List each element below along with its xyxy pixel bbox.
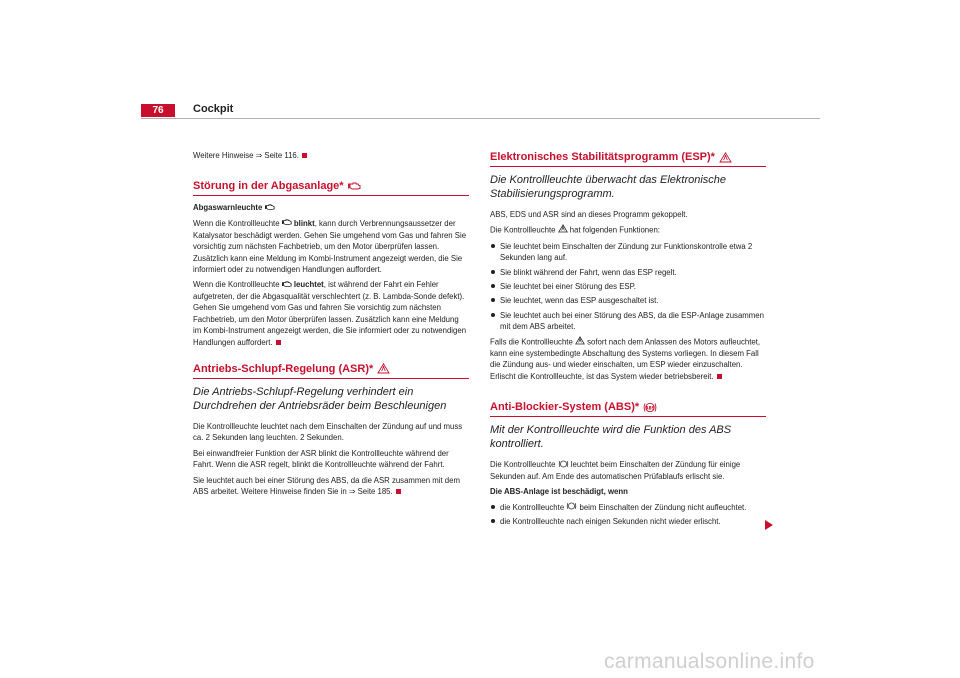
list-item: Sie leuchtet bei einer Störung des ESP. bbox=[490, 281, 766, 292]
list-item: Sie leuchtet auch bei einer Störung des ABS, da die ESP-Anlage zusammen mit dem ABS arbeitet. bbox=[490, 310, 766, 333]
header-rule bbox=[141, 118, 820, 119]
list-item: Sie leuchtet, wenn das ESP ausgeschaltet ist. bbox=[490, 295, 766, 306]
intro-paragraph: Weitere Hinweise ⇒ Seite 116. bbox=[193, 150, 469, 161]
esp-paragraph-3: Falls die Kontrollleuchte sofort nach dem Anlassen des Motors aufleuchtet, kann eine systembedingte Abschaltung des Systems vorliegen. In diesem Fall die Zündung aus- und wieder einschalten, um ESP wieder einzuschalten. Erlischt die Kontrollleuchte, ist das System wieder betriebsbereit. bbox=[490, 336, 761, 381]
esp-paragraph-2: Die Kontrollleuchte hat folgenden Funktionen: bbox=[490, 224, 766, 236]
list-item: die Kontrollleuchte beim Einschalten der Zündung nicht aufleuchtet. bbox=[490, 502, 766, 514]
traction-control-icon bbox=[377, 363, 390, 374]
right-column bbox=[490, 150, 766, 531]
engine-warning-icon bbox=[265, 203, 275, 214]
stability-control-icon bbox=[558, 224, 568, 236]
esp-subtitle: Die Kontrollleuchte überwacht das Elektronische Stabilisierungsprogramm. bbox=[490, 174, 727, 200]
esp-paragraph-1: ABS, EDS und ASR sind an dieses Programm gekoppelt. bbox=[490, 210, 688, 219]
list-item: Sie blinkt während der Fahrt, wenn das ESP regelt. bbox=[490, 267, 766, 278]
abs-warning-icon bbox=[643, 402, 657, 413]
engine-warning-icon bbox=[282, 218, 292, 229]
section-rule bbox=[490, 416, 766, 417]
stability-control-icon bbox=[719, 152, 732, 163]
list-item: die Kontrollleuchte nach einigen Sekunden nicht wieder erlischt. bbox=[490, 516, 766, 527]
exhaust-paragraph-2: Wenn die Kontrollleuchte leuchtet, ist während der Fahrt ein Fehler aufgetreten, der die Abgasqualität verschlechtert (z. B. Lambda-Sonde defekt). Gehen Sie umgehend vom Gas und fahren Sie vorsichtig zum nächsten Fachbetrieb, um den Motor überprüfen lassen. Zusätzlich kann eine Meldung im Kombi-Instrument angezeigt werden, die Sie informiert oder zu notwendigen Handlungen auffordert. bbox=[193, 280, 467, 347]
abs-label: Die ABS-Anlage ist beschädigt, wenn bbox=[490, 487, 628, 497]
exhaust-paragraph-1: Wenn die Kontrollleuchte blinkt, kann durch Verbrennungsaussetzer der Katalysator beschädigt werden. Gehen Sie umgehend vom Gas und fahren Sie vorsichtig zum nächsten Fachbetrieb, um den Motor überprüfen lassen. Zusätzlich kann eine Meldung im Kombi-Instrument angezeigt werden, die Sie informiert oder zu notwendigen Handlungen auffordert. bbox=[193, 219, 467, 274]
end-mark bbox=[396, 489, 401, 494]
section-title-exhaust: Störung in der Abgasanlage* bbox=[193, 179, 469, 193]
stability-control-icon bbox=[575, 336, 585, 348]
esp-bullet-list bbox=[490, 241, 766, 333]
section-title-asr: Antriebs-Schlupf-Regelung (ASR)* bbox=[193, 362, 469, 376]
engine-warning-icon bbox=[282, 280, 292, 291]
section-title-abs: Anti-Blockier-System (ABS)* ABS bbox=[490, 400, 766, 414]
svg-text:ABS: ABS bbox=[645, 405, 655, 411]
asr-paragraph-1: Die Kontrollleuchte leuchtet nach dem Einschalten der Zündung auf und muss ca. 2 Sekunden lang leuchten. 2 Sekunden. bbox=[193, 421, 463, 443]
section-title-esp: Elektronisches Stabilitätsprogramm (ESP)* bbox=[490, 150, 766, 164]
page-number: 76 bbox=[141, 104, 175, 117]
section-rule bbox=[193, 378, 469, 379]
left-column bbox=[193, 150, 469, 501]
engine-warning-icon bbox=[348, 182, 361, 191]
running-head: Cockpit bbox=[193, 103, 234, 115]
continue-arrow-icon bbox=[765, 520, 773, 530]
asr-paragraph-2: Bei einwandfreier Funktion der ASR blinkt die Kontrollleuchte während der Fahrt. Wenn die ASR regelt, blinkt die Kontrollleuchte während der Fahrt. bbox=[193, 448, 449, 470]
section-rule bbox=[193, 195, 469, 196]
asr-paragraph-3: Sie leuchtet auch bei einer Störung des ABS, da die ASR zusammen mit dem ABS arbeitet. Weitere Hinweise finden Sie in ⇒ Seite 185. bbox=[193, 475, 460, 497]
asr-subtitle: Die Antriebs-Schlupf-Regelung verhindert ein Durchdrehen der Antriebsräder beim Beschleunigen bbox=[193, 385, 447, 412]
section-rule bbox=[490, 166, 766, 167]
watermark: carmanualsonline.info bbox=[604, 650, 815, 673]
abs-paragraph-1: Die Kontrollleuchte leuchtet beim Einschalten der Zündung für einige Sekunden auf. Am Ende des automatischen Prüfablaufs erlischt sie. bbox=[490, 460, 741, 481]
abs-warning-icon bbox=[566, 502, 577, 513]
end-mark bbox=[302, 153, 307, 158]
exhaust-label: Abgaswarnleuchte bbox=[193, 202, 469, 214]
list-item: Sie leuchtet beim Einschalten der Zündung zur Funktionskontrolle etwa 2 Sekunden lang auf. bbox=[490, 241, 766, 264]
end-mark bbox=[717, 374, 722, 379]
abs-warning-icon bbox=[558, 460, 569, 471]
abs-bullet-list bbox=[490, 502, 766, 528]
abs-subtitle: Mit der Kontrollleuchte wird die Funktion des ABS kontrolliert. bbox=[490, 424, 732, 451]
end-mark bbox=[276, 340, 281, 345]
